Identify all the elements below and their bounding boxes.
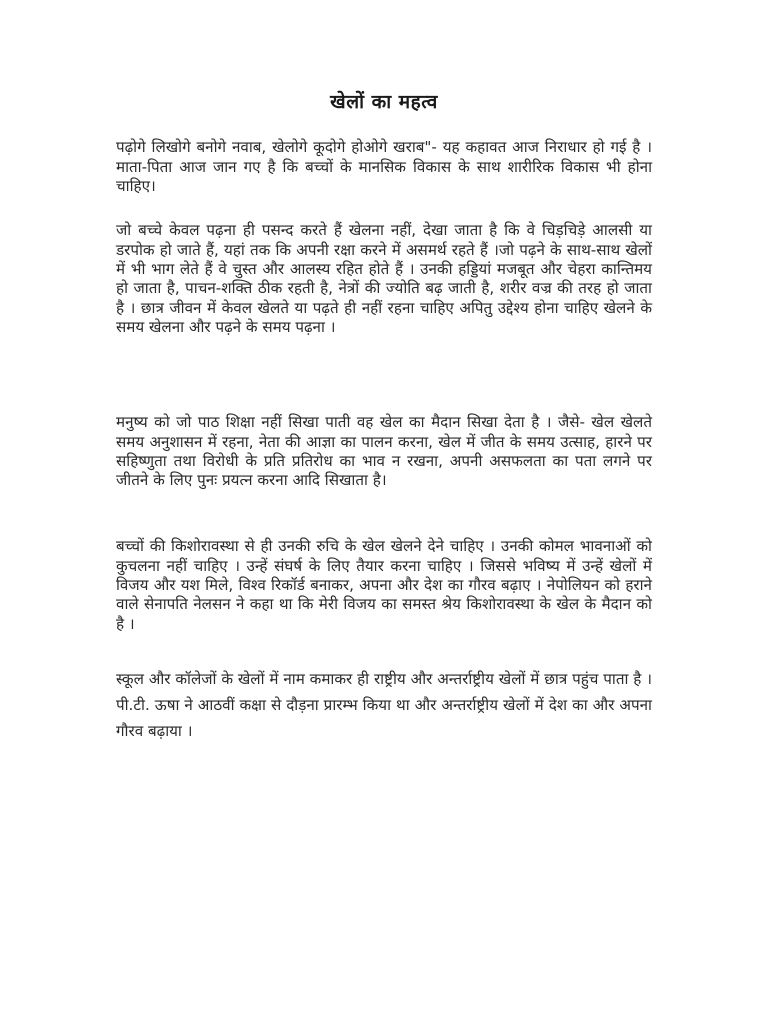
paragraph-2: जो बच्चे केवल पढ़ना ही पसन्द करते हैं खेलना नहीं, देखा जाता है कि वे चिड़चिड़े आलसी या डरपोक हो जाते हैं, यहां तक कि अपनी रक्षा करने में असमर्थ रहते हैं ।जो पढ़ने के साथ-साथ खेलों में भी भाग लेते हैं वे चुस्त और आलस्य रहित होते हैं । उनकी हड्डियां मजबूत और चेहरा कान्तिमय हो जाता है, पाचन-शक्ति ठीक रहती है, नेत्रों की ज्योति बढ़ जाती है, शरीर वज्र की तरह हो जाता है । छात्र जीवन में केवल खेलते या पढ़ते ही नहीं रहना चाहिए अपितु उद्देश्य होना चाहिए खेलने के समय खेलना और पढ़ने के समय पढ़ना । [116,221,652,337]
paragraph-4: बच्चों की किशोरावस्था से ही उनकी रुचि के खेल खेलने देने चाहिए । उनकी कोमल भावनाओं को कुचलना नहीं चाहिए । उन्हें संघर्ष के लिए तैयार करना चाहिए । जिससे भविष्य में उन्हें खेलों में विजय और यश मिले, विश्व रिकॉर्ड बनाकर, अपना और देश का गौरव बढ़ाए । नेपोलियन को हराने वाले सेनापति नेलसन ने कहा था कि मेरी विजय का समस्त श्रेय किशोरावस्था के खेल के मैदान को है । [116,537,652,633]
paragraph-3: मनुष्य को जो पाठ शिक्षा नहीं सिखा पाती वह खेल का मैदान सिखा देता है । जैसे- खेल खेलते समय अनुशासन में रहना, नेता की आज्ञा का पालन करना, खेल में जीत के समय उत्साह, हारने पर सहिष्णुता तथा विरोधी के प्रति प्रतिरोध का भाव न रखना, अपनी असफलता का पता लगने पर जीतने के लिए पुनः प्रयत्न करना आदि सिखाता है। [116,413,652,490]
paragraph-1: पढ़ोगे लिखोगे बनोगे नवाब, खेलोगे कूदोगे होओगे खराब"- यह कहावत आज निराधार हो गई है । माता-पिता आज जान गए है कि बच्चों के मानसिक विकास के साथ शारीरिक विकास भी होना चाहिए। [116,138,652,195]
document-title: खेलों का महत्व [330,91,438,113]
paragraph-5: स्कूल और कॉलेजों के खेलों में नाम कमाकर ही राष्ट्रीय और अन्तर्राष्ट्रीय खेलों में छात्र पहुंच पाता है । पी.टी. ऊषा ने आठवीं कक्षा से दौड़ना प्रारम्भ किया था और अन्तर्राष्ट्रीय खेलों में देश का और अपना गौरव बढ़ाया । [116,670,652,741]
